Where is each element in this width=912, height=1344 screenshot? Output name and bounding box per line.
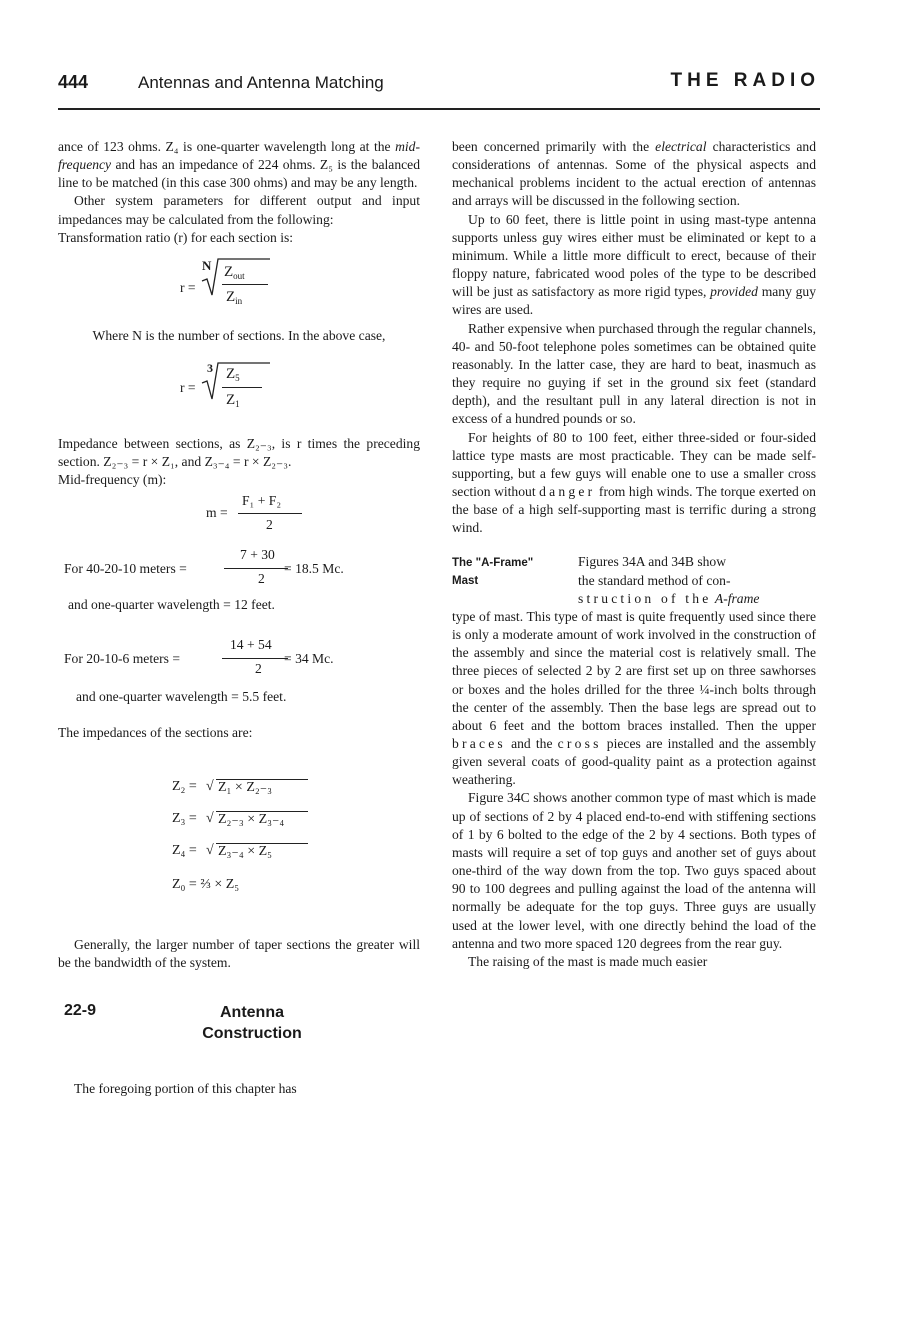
- paragraph: The impedances of the sections are:: [58, 724, 253, 740]
- paragraph: Up to 60 feet, there is little point in using mast-type antenna supports unless guy wires either must be eliminated or kept to a minimum. While a little more difficult to erect, because of their floppy nature, fabricated wood poles of the type to be described will be just as satisfactory as more rigid types, provided many guy wires are used.: [452, 211, 817, 318]
- paragraph: been concerned primarily with the electrical characteristics and considerations of antennas. Some of the physical aspects and mechanical problems incident to the actual erection of antennas and arrays will be discussed in the following section.: [452, 139, 817, 209]
- paragraph: and one-quarter wavelength = 5.5 feet.: [76, 688, 287, 704]
- right-column: [452, 138, 816, 971]
- paragraph: Transformation ratio (r) for each section is:: [58, 229, 294, 245]
- paragraph: The raising of the mast is made much easier: [468, 953, 708, 969]
- paragraph: Other system parameters for different output and input impedances may be calculated from the following:: [58, 193, 420, 227]
- section-title: Antenna Construction: [202, 1004, 302, 1043]
- a-frame-mast-block: [452, 553, 816, 789]
- paragraph: ance of 123 ohms. Z₄ is one-quarter wavelength long at the mid-frequency and has an impedance of 224 ohms. Z₅ is the balanced line to be matched (in this case 300 ohms) and may be any length.: [58, 139, 420, 191]
- frequency-calc-40-20-10: For 40-20-10 meters = 7 + 30 2 = 18.5 Mc.: [64, 546, 344, 586]
- section-impedance-equations: Z₂ = √ Z₁ × Z₂₋₃ Z₃ = √ Z₂₋₃ × Z₃₋₄ Z₄ = √ Z₃₋₄ × Z₅ Z₀ = ⅔ × Z₅: [58, 754, 420, 912]
- paragraph: Mid-frequency (m):: [58, 472, 167, 488]
- paragraph: The foregoing portion of this chapter has: [74, 1081, 297, 1097]
- paragraph: and one-quarter wavelength = 12 feet.: [68, 596, 275, 612]
- side-heading: The "A-Frame" Mast: [452, 557, 534, 588]
- paragraph-line: Figures 34A and 34B show: [578, 554, 727, 570]
- paragraph-line: the standard method of con-: [578, 572, 731, 588]
- paragraph: Figure 34C shows another common type of mast which is made up of sections of 2 by 4 placed end-to-end with stiffening sections of 1 by 6 bolted to the edge of the 2 by 4 sections. Both types of masts will require a set of top guys and another set of guys about one-third of the way down from the top. Two guys spaced about 90 to 100 degrees and pulling against the load of the antenna will normally be adequate for the top guys. Three guys are usually used at the lower level, with one directly behind the load of the antenna and two more spaced 120 degrees from the rear guy.: [452, 790, 816, 951]
- section-heading: [58, 992, 420, 1064]
- paragraph: For heights of 80 to 100 feet, either three-sided or four-sided lattice type masts are most practicable. They can be made self-supporting, but a few guys will enable one to use a smaller cross section without danger from high winds. The torque exerted on the base of a high self-supporting mast is terrific during a strong wind.: [452, 429, 816, 536]
- three-section-ratio-equation: r = 3 $Z_5$ $Z_1$: [58, 345, 420, 435]
- left-column: [58, 138, 420, 1099]
- paragraph: Generally, the larger number of taper sections the greater will be the bandwidth of the system.: [58, 937, 420, 971]
- paragraph: Impedance between sections, as Z₂₋₃, is r times the preceding section. Z₂₋₃ = r × Z₁, and Z₃₋₄ = r × Z₂₋₃.: [58, 436, 420, 470]
- chapter-title: Antennas and Antenna Matching: [138, 73, 384, 92]
- page-header: [58, 62, 820, 110]
- frequency-calc-20-10-6: For 20-10-6 meters = 14 + 54 2 = 34 Mc.: [64, 636, 334, 676]
- book-title: THE RADIO: [670, 70, 820, 91]
- transformation-ratio-equation: r = N $Z_{out}$ $Z_{in}$: [58, 247, 420, 325]
- paragraph-line: struction of the A-frame: [578, 590, 760, 606]
- page-number: 444: [58, 72, 89, 92]
- paragraph: type of mast. This type of mast is quite frequently used since there is only a moderate amount of work involved in the construction of the assembly and since the material cost is relatively small. The three pieces of selected 2 by 2 are first set up on three sawhorses or boxes and the holes drilled for the three ¼-inch bolts through the center of the assembly. Then the base legs are spread out to about 6 feet and the bottom braces installed. Then the upper braces and the cross pieces are installed and the assembly given several coats of good-quality paint as a protection against weathering.: [452, 608, 817, 788]
- paragraph: Where N is the number of sections. In the above case,: [92, 327, 386, 343]
- section-number: 22-9: [64, 1002, 97, 1020]
- paragraph: Rather expensive when purchased through the regular channels, 40- and 50-foot telephone poles sometimes can be obtained quite reasonably. In the latter case, they are hard to beat, inasmuch as they require no guying if set in the ground six feet (standard depth), and the resultant pull in any lateral direction is not in excess of a hundred pounds or so.: [452, 320, 816, 427]
- mid-frequency-equation: m = F₁ + F₂ 2: [58, 490, 420, 538]
